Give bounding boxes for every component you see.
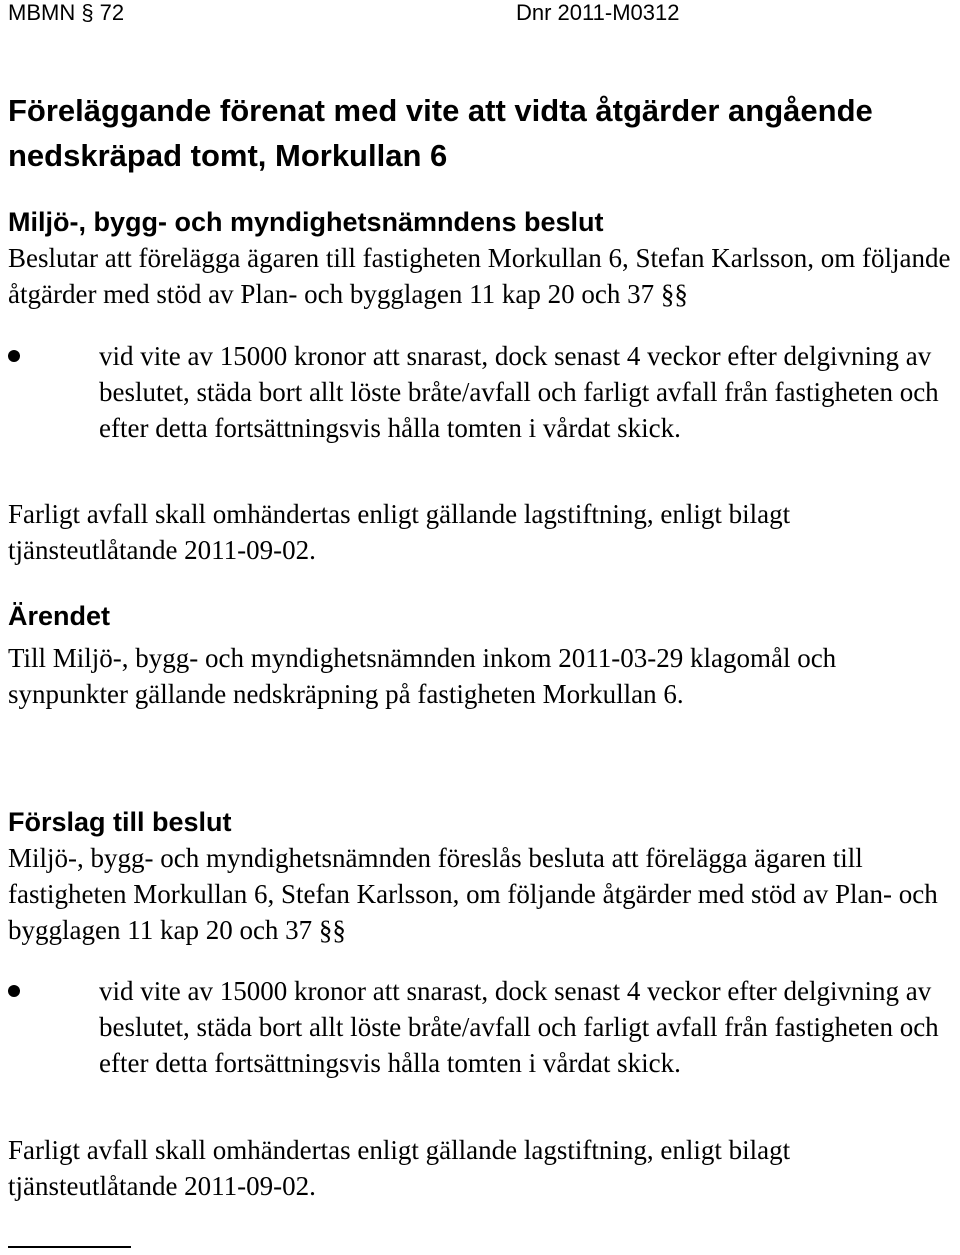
proposal-heading: Förslag till beslut: [8, 807, 232, 837]
page-header: [8, 0, 952, 30]
bullet-icon: [8, 985, 20, 997]
proposal-note: Farligt avfall skall omhändertas enligt gällande lagstiftning, enligt bilagt tjänsteutlåtande 2011-09-02.: [8, 1135, 791, 1201]
decision-intro: Beslutar att förelägga ägaren till fastigheten Morkullan 6, Stefan Karlsson, om följande åtgärder med stöd av Plan- och bygglagen 11 kap 20 och 37 §§: [8, 243, 951, 309]
matter-text: Till Miljö-, bygg- och myndighetsnämnden inkom 2011-03-29 klagomål och synpunkter gällande nedskräpning på fastigheten Morkullan 6.: [8, 643, 837, 709]
proposal-bullet-list: [8, 973, 952, 1081]
decision-bullet-text: vid vite av 15000 kronor att snarast, dock senast 4 veckor efter delgivning av beslutet, städa bort allt löste bråte/avfall och farligt avfall från fastigheten och efter detta fortsättningsvis hålla tomten i vårdat skick.: [99, 341, 939, 443]
decision-bullet-item: [8, 338, 952, 446]
decision-section: [8, 204, 952, 312]
matter-heading: Ärendet: [8, 601, 111, 631]
proposal-bullet-item: [8, 973, 952, 1081]
document-title: Föreläggande förenat med vite att vidta åtgärder angående nedskräpad tomt, Morkullan 6: [8, 93, 873, 173]
proposal-bullet-text: vid vite av 15000 kronor att snarast, dock senast 4 veckor efter delgivning av beslutet, städa bort allt löste bråte/avfall och farligt avfall från fastigheten och efter detta fortsättningsvis hålla tomten i vårdat skick.: [99, 976, 939, 1078]
decision-bullet-list: [8, 338, 952, 446]
proposal-section: [8, 804, 952, 948]
bullet-icon: [8, 350, 20, 362]
case-number: Dnr 2011-M0312: [516, 0, 680, 25]
proposal-intro: Miljö-, bygg- och myndighetsnämnden föreslås besluta att förelägga ägaren till fastigheten Morkullan 6, Stefan Karlsson, om följande åtgärder med stöd av Plan- och bygglagen 11 kap 20 och 37 §§: [8, 843, 938, 945]
matter-section: [8, 598, 952, 712]
paragraph-number: MBMN § 72: [8, 0, 125, 25]
footnote-rule: [8, 1246, 131, 1248]
decision-heading: Miljö-, bygg- och myndighetsnämndens beslut: [8, 207, 604, 237]
decision-note: Farligt avfall skall omhändertas enligt gällande lagstiftning, enligt bilagt tjänsteutlåtande 2011-09-02.: [8, 499, 791, 565]
